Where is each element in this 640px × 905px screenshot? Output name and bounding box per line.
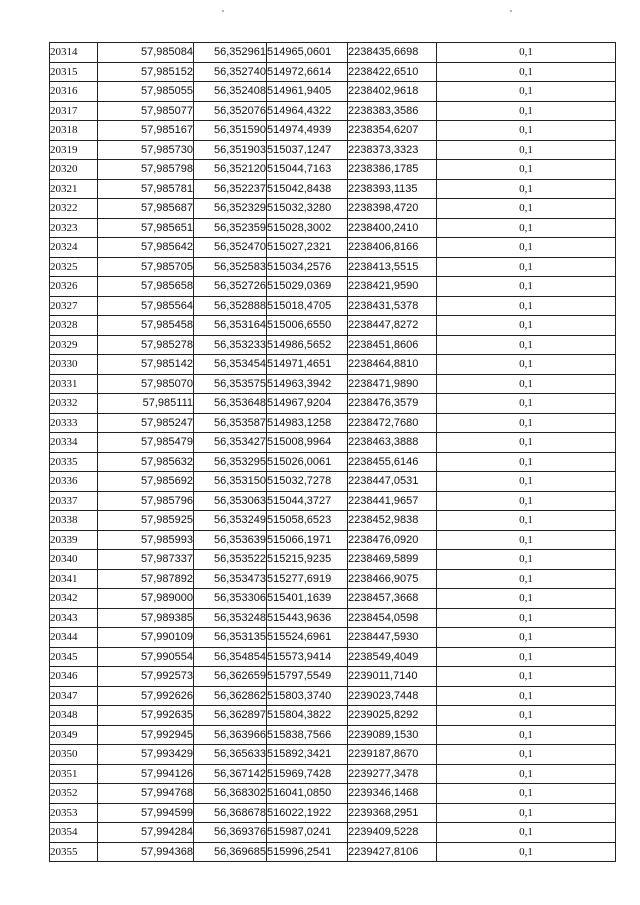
x-coordinate-cell: 515573,9414 <box>267 647 348 667</box>
latitude-cell: 57,985798 <box>98 160 194 180</box>
longitude-cell: 56,352726 <box>194 277 267 297</box>
latitude-cell: 57,994126 <box>98 764 194 784</box>
y-coordinate-cell: 2238464,8810 <box>348 355 437 375</box>
accuracy-cell: 0,1 <box>437 569 616 589</box>
latitude-cell: 57,985564 <box>98 296 194 316</box>
accuracy-cell: 0,1 <box>437 589 616 609</box>
point-number-cell: 20314 <box>50 43 98 63</box>
accuracy-cell: 0,1 <box>437 803 616 823</box>
point-number-cell: 20352 <box>50 784 98 804</box>
x-coordinate-cell: 514974,4939 <box>267 121 348 141</box>
longitude-cell: 56,352408 <box>194 82 267 102</box>
y-coordinate-cell: 2238354,6207 <box>348 121 437 141</box>
point-number-cell: 20340 <box>50 550 98 570</box>
accuracy-cell: 0,1 <box>437 101 616 121</box>
y-coordinate-cell: 2238402,9618 <box>348 82 437 102</box>
point-number-cell: 20333 <box>50 413 98 433</box>
table-row <box>50 296 616 316</box>
x-coordinate-cell: 515042,8438 <box>267 179 348 199</box>
point-number-cell: 20322 <box>50 199 98 219</box>
point-number-cell: 20325 <box>50 257 98 277</box>
point-number-cell: 20343 <box>50 608 98 628</box>
longitude-cell: 56,365633 <box>194 745 267 765</box>
longitude-cell: 56,353295 <box>194 452 267 472</box>
latitude-cell: 57,992626 <box>98 686 194 706</box>
point-number-cell: 20346 <box>50 667 98 687</box>
y-coordinate-cell: 2238476,3579 <box>348 394 437 414</box>
accuracy-cell: 0,1 <box>437 764 616 784</box>
coordinates-table-body <box>50 43 616 862</box>
point-number-cell: 20320 <box>50 160 98 180</box>
x-coordinate-cell: 516022,1922 <box>267 803 348 823</box>
y-coordinate-cell: 2238472,7680 <box>348 413 437 433</box>
longitude-cell: 56,354854 <box>194 647 267 667</box>
table-row <box>50 764 616 784</box>
table-row <box>50 706 616 726</box>
latitude-cell: 57,994768 <box>98 784 194 804</box>
y-coordinate-cell: 2239025,8292 <box>348 706 437 726</box>
y-coordinate-cell: 2238406,8166 <box>348 238 437 258</box>
table-row <box>50 667 616 687</box>
latitude-cell: 57,987892 <box>98 569 194 589</box>
x-coordinate-cell: 514961,9405 <box>267 82 348 102</box>
x-coordinate-cell: 514965,0601 <box>267 43 348 63</box>
y-coordinate-cell: 2239277,3478 <box>348 764 437 784</box>
x-coordinate-cell: 515027,2321 <box>267 238 348 258</box>
x-coordinate-cell: 515028,3002 <box>267 218 348 238</box>
table-row <box>50 569 616 589</box>
accuracy-cell: 0,1 <box>437 667 616 687</box>
point-number-cell: 20345 <box>50 647 98 667</box>
x-coordinate-cell: 515277,6919 <box>267 569 348 589</box>
y-coordinate-cell: 2238463,3888 <box>348 433 437 453</box>
accuracy-cell: 0,1 <box>437 179 616 199</box>
point-number-cell: 20319 <box>50 140 98 160</box>
point-number-cell: 20342 <box>50 589 98 609</box>
accuracy-cell: 0,1 <box>437 355 616 375</box>
x-coordinate-cell: 515804,3822 <box>267 706 348 726</box>
table-row <box>50 140 616 160</box>
table-row <box>50 608 616 628</box>
y-coordinate-cell: 2238455,6146 <box>348 452 437 472</box>
x-coordinate-cell: 515026,0061 <box>267 452 348 472</box>
longitude-cell: 56,353233 <box>194 335 267 355</box>
accuracy-cell: 0,1 <box>437 199 616 219</box>
latitude-cell: 57,990554 <box>98 647 194 667</box>
latitude-cell: 57,985687 <box>98 199 194 219</box>
y-coordinate-cell: 2238386,1785 <box>348 160 437 180</box>
point-number-cell: 20335 <box>50 452 98 472</box>
longitude-cell: 56,368302 <box>194 784 267 804</box>
latitude-cell: 57,985781 <box>98 179 194 199</box>
y-coordinate-cell: 2239368,2951 <box>348 803 437 823</box>
point-number-cell: 20321 <box>50 179 98 199</box>
table-row <box>50 589 616 609</box>
table-row <box>50 160 616 180</box>
table-row <box>50 842 616 862</box>
table-row <box>50 121 616 141</box>
y-coordinate-cell: 2238383,3586 <box>348 101 437 121</box>
accuracy-cell: 0,1 <box>437 257 616 277</box>
longitude-cell: 56,353575 <box>194 374 267 394</box>
y-coordinate-cell: 2238400,2410 <box>348 218 437 238</box>
point-number-cell: 20341 <box>50 569 98 589</box>
table-row <box>50 277 616 297</box>
x-coordinate-cell: 514964,4322 <box>267 101 348 121</box>
latitude-cell: 57,985632 <box>98 452 194 472</box>
point-number-cell: 20348 <box>50 706 98 726</box>
accuracy-cell: 0,1 <box>437 121 616 141</box>
latitude-cell: 57,993429 <box>98 745 194 765</box>
longitude-cell: 56,353150 <box>194 472 267 492</box>
table-row <box>50 257 616 277</box>
table-row <box>50 199 616 219</box>
accuracy-cell: 0,1 <box>437 472 616 492</box>
accuracy-cell: 0,1 <box>437 823 616 843</box>
latitude-cell: 57,990109 <box>98 628 194 648</box>
table-row <box>50 413 616 433</box>
table-row <box>50 101 616 121</box>
scan-speck <box>222 10 224 12</box>
longitude-cell: 56,352076 <box>194 101 267 121</box>
x-coordinate-cell: 514986,5652 <box>267 335 348 355</box>
longitude-cell: 56,351590 <box>194 121 267 141</box>
accuracy-cell: 0,1 <box>437 452 616 472</box>
latitude-cell: 57,985796 <box>98 491 194 511</box>
longitude-cell: 56,351903 <box>194 140 267 160</box>
y-coordinate-cell: 2238413,5515 <box>348 257 437 277</box>
longitude-cell: 56,362862 <box>194 686 267 706</box>
y-coordinate-cell: 2239187,8670 <box>348 745 437 765</box>
point-number-cell: 20337 <box>50 491 98 511</box>
longitude-cell: 56,369376 <box>194 823 267 843</box>
point-number-cell: 20338 <box>50 511 98 531</box>
point-number-cell: 20331 <box>50 374 98 394</box>
table-row <box>50 316 616 336</box>
longitude-cell: 56,353427 <box>194 433 267 453</box>
point-number-cell: 20334 <box>50 433 98 453</box>
x-coordinate-cell: 514963,3942 <box>267 374 348 394</box>
table-row <box>50 550 616 570</box>
accuracy-cell: 0,1 <box>437 140 616 160</box>
accuracy-cell: 0,1 <box>437 374 616 394</box>
y-coordinate-cell: 2238373,3323 <box>348 140 437 160</box>
x-coordinate-cell: 514983,1258 <box>267 413 348 433</box>
longitude-cell: 56,362897 <box>194 706 267 726</box>
x-coordinate-cell: 515838,7566 <box>267 725 348 745</box>
point-number-cell: 20347 <box>50 686 98 706</box>
table-row <box>50 374 616 394</box>
x-coordinate-cell: 515524,6961 <box>267 628 348 648</box>
latitude-cell: 57,992573 <box>98 667 194 687</box>
y-coordinate-cell: 2238452,9838 <box>348 511 437 531</box>
x-coordinate-cell: 515996,2541 <box>267 842 348 862</box>
latitude-cell: 57,985925 <box>98 511 194 531</box>
point-number-cell: 20332 <box>50 394 98 414</box>
y-coordinate-cell: 2239346,1468 <box>348 784 437 804</box>
y-coordinate-cell: 2238393,1135 <box>348 179 437 199</box>
latitude-cell: 57,985458 <box>98 316 194 336</box>
y-coordinate-cell: 2238447,5930 <box>348 628 437 648</box>
accuracy-cell: 0,1 <box>437 218 616 238</box>
point-number-cell: 20354 <box>50 823 98 843</box>
x-coordinate-cell: 515008,9964 <box>267 433 348 453</box>
point-number-cell: 20344 <box>50 628 98 648</box>
point-number-cell: 20315 <box>50 62 98 82</box>
latitude-cell: 57,985730 <box>98 140 194 160</box>
table-row <box>50 686 616 706</box>
table-row <box>50 82 616 102</box>
y-coordinate-cell: 2239023,7448 <box>348 686 437 706</box>
x-coordinate-cell: 515987,0241 <box>267 823 348 843</box>
point-number-cell: 20317 <box>50 101 98 121</box>
y-coordinate-cell: 2238447,8272 <box>348 316 437 336</box>
x-coordinate-cell: 515803,3740 <box>267 686 348 706</box>
latitude-cell: 57,985692 <box>98 472 194 492</box>
latitude-cell: 57,985993 <box>98 530 194 550</box>
x-coordinate-cell: 515215,9235 <box>267 550 348 570</box>
latitude-cell: 57,985651 <box>98 218 194 238</box>
longitude-cell: 56,352120 <box>194 160 267 180</box>
table-row <box>50 218 616 238</box>
longitude-cell: 56,352359 <box>194 218 267 238</box>
latitude-cell: 57,985077 <box>98 101 194 121</box>
longitude-cell: 56,353164 <box>194 316 267 336</box>
longitude-cell: 56,353135 <box>194 628 267 648</box>
table-row <box>50 335 616 355</box>
x-coordinate-cell: 515006,6550 <box>267 316 348 336</box>
point-number-cell: 20330 <box>50 355 98 375</box>
x-coordinate-cell: 515032,7278 <box>267 472 348 492</box>
y-coordinate-cell: 2238466,9075 <box>348 569 437 589</box>
y-coordinate-cell: 2238451,8606 <box>348 335 437 355</box>
y-coordinate-cell: 2238457,3668 <box>348 589 437 609</box>
longitude-cell: 56,353639 <box>194 530 267 550</box>
accuracy-cell: 0,1 <box>437 43 616 63</box>
accuracy-cell: 0,1 <box>437 160 616 180</box>
longitude-cell: 56,353473 <box>194 569 267 589</box>
accuracy-cell: 0,1 <box>437 784 616 804</box>
longitude-cell: 56,367142 <box>194 764 267 784</box>
table-row <box>50 62 616 82</box>
point-number-cell: 20349 <box>50 725 98 745</box>
y-coordinate-cell: 2239011,7140 <box>348 667 437 687</box>
scan-speck <box>510 10 512 12</box>
x-coordinate-cell: 515058,6523 <box>267 511 348 531</box>
x-coordinate-cell: 515018,4705 <box>267 296 348 316</box>
y-coordinate-cell: 2238421,9590 <box>348 277 437 297</box>
longitude-cell: 56,353063 <box>194 491 267 511</box>
longitude-cell: 56,362659 <box>194 667 267 687</box>
accuracy-cell: 0,1 <box>437 335 616 355</box>
latitude-cell: 57,989000 <box>98 589 194 609</box>
table-row <box>50 472 616 492</box>
accuracy-cell: 0,1 <box>437 277 616 297</box>
y-coordinate-cell: 2239089,1530 <box>348 725 437 745</box>
y-coordinate-cell: 2238549,4049 <box>348 647 437 667</box>
accuracy-cell: 0,1 <box>437 647 616 667</box>
longitude-cell: 56,369685 <box>194 842 267 862</box>
latitude-cell: 57,985479 <box>98 433 194 453</box>
point-number-cell: 20326 <box>50 277 98 297</box>
x-coordinate-cell: 515066,1971 <box>267 530 348 550</box>
table-row <box>50 394 616 414</box>
point-number-cell: 20353 <box>50 803 98 823</box>
table-row <box>50 628 616 648</box>
longitude-cell: 56,368678 <box>194 803 267 823</box>
longitude-cell: 56,363966 <box>194 725 267 745</box>
longitude-cell: 56,352329 <box>194 199 267 219</box>
y-coordinate-cell: 2238398,4720 <box>348 199 437 219</box>
point-number-cell: 20327 <box>50 296 98 316</box>
y-coordinate-cell: 2238435,6698 <box>348 43 437 63</box>
accuracy-cell: 0,1 <box>437 394 616 414</box>
table-row <box>50 647 616 667</box>
x-coordinate-cell: 514972,6614 <box>267 62 348 82</box>
table-row <box>50 238 616 258</box>
x-coordinate-cell: 515029,0369 <box>267 277 348 297</box>
longitude-cell: 56,353248 <box>194 608 267 628</box>
latitude-cell: 57,994368 <box>98 842 194 862</box>
latitude-cell: 57,987337 <box>98 550 194 570</box>
longitude-cell: 56,353587 <box>194 413 267 433</box>
accuracy-cell: 0,1 <box>437 686 616 706</box>
accuracy-cell: 0,1 <box>437 296 616 316</box>
table-row <box>50 725 616 745</box>
x-coordinate-cell: 515044,3727 <box>267 491 348 511</box>
latitude-cell: 57,985247 <box>98 413 194 433</box>
x-coordinate-cell: 515032,3280 <box>267 199 348 219</box>
x-coordinate-cell: 515797,5549 <box>267 667 348 687</box>
point-number-cell: 20329 <box>50 335 98 355</box>
coordinates-table <box>49 42 616 862</box>
accuracy-cell: 0,1 <box>437 628 616 648</box>
longitude-cell: 56,353522 <box>194 550 267 570</box>
table-row <box>50 784 616 804</box>
y-coordinate-cell: 2238441,9657 <box>348 491 437 511</box>
latitude-cell: 57,985111 <box>98 394 194 414</box>
longitude-cell: 56,352961 <box>194 43 267 63</box>
point-number-cell: 20339 <box>50 530 98 550</box>
point-number-cell: 20323 <box>50 218 98 238</box>
latitude-cell: 57,985167 <box>98 121 194 141</box>
x-coordinate-cell: 514967,9204 <box>267 394 348 414</box>
point-number-cell: 20316 <box>50 82 98 102</box>
point-number-cell: 20336 <box>50 472 98 492</box>
x-coordinate-cell: 515401,1639 <box>267 589 348 609</box>
table-row <box>50 823 616 843</box>
y-coordinate-cell: 2238431,5378 <box>348 296 437 316</box>
accuracy-cell: 0,1 <box>437 316 616 336</box>
latitude-cell: 57,985055 <box>98 82 194 102</box>
longitude-cell: 56,352237 <box>194 179 267 199</box>
latitude-cell: 57,985084 <box>98 43 194 63</box>
latitude-cell: 57,985152 <box>98 62 194 82</box>
latitude-cell: 57,985705 <box>98 257 194 277</box>
accuracy-cell: 0,1 <box>437 82 616 102</box>
longitude-cell: 56,352888 <box>194 296 267 316</box>
x-coordinate-cell: 515969,7428 <box>267 764 348 784</box>
longitude-cell: 56,352740 <box>194 62 267 82</box>
latitude-cell: 57,989385 <box>98 608 194 628</box>
y-coordinate-cell: 2238447,0531 <box>348 472 437 492</box>
latitude-cell: 57,992945 <box>98 725 194 745</box>
accuracy-cell: 0,1 <box>437 725 616 745</box>
table-row <box>50 491 616 511</box>
accuracy-cell: 0,1 <box>437 608 616 628</box>
accuracy-cell: 0,1 <box>437 491 616 511</box>
table-row <box>50 433 616 453</box>
point-number-cell: 20318 <box>50 121 98 141</box>
table-row <box>50 43 616 63</box>
table-row <box>50 803 616 823</box>
longitude-cell: 56,353306 <box>194 589 267 609</box>
table-row <box>50 179 616 199</box>
latitude-cell: 57,994284 <box>98 823 194 843</box>
point-number-cell: 20350 <box>50 745 98 765</box>
latitude-cell: 57,994599 <box>98 803 194 823</box>
x-coordinate-cell: 515044,7163 <box>267 160 348 180</box>
longitude-cell: 56,353249 <box>194 511 267 531</box>
accuracy-cell: 0,1 <box>437 530 616 550</box>
latitude-cell: 57,985142 <box>98 355 194 375</box>
table-row <box>50 530 616 550</box>
longitude-cell: 56,353648 <box>194 394 267 414</box>
point-number-cell: 20355 <box>50 842 98 862</box>
point-number-cell: 20351 <box>50 764 98 784</box>
accuracy-cell: 0,1 <box>437 433 616 453</box>
point-number-cell: 20328 <box>50 316 98 336</box>
x-coordinate-cell: 515037,1247 <box>267 140 348 160</box>
table-row <box>50 355 616 375</box>
x-coordinate-cell: 515443,9636 <box>267 608 348 628</box>
x-coordinate-cell: 514971,4651 <box>267 355 348 375</box>
x-coordinate-cell: 515034,2576 <box>267 257 348 277</box>
x-coordinate-cell: 515892,3421 <box>267 745 348 765</box>
table-row <box>50 452 616 472</box>
y-coordinate-cell: 2238476,0920 <box>348 530 437 550</box>
y-coordinate-cell: 2239427,8106 <box>348 842 437 862</box>
latitude-cell: 57,985658 <box>98 277 194 297</box>
accuracy-cell: 0,1 <box>437 238 616 258</box>
accuracy-cell: 0,1 <box>437 413 616 433</box>
longitude-cell: 56,353454 <box>194 355 267 375</box>
latitude-cell: 57,985070 <box>98 374 194 394</box>
accuracy-cell: 0,1 <box>437 706 616 726</box>
accuracy-cell: 0,1 <box>437 62 616 82</box>
latitude-cell: 57,992635 <box>98 706 194 726</box>
table-row <box>50 745 616 765</box>
accuracy-cell: 0,1 <box>437 550 616 570</box>
y-coordinate-cell: 2238454,0598 <box>348 608 437 628</box>
x-coordinate-cell: 516041,0850 <box>267 784 348 804</box>
y-coordinate-cell: 2239409,5228 <box>348 823 437 843</box>
accuracy-cell: 0,1 <box>437 511 616 531</box>
accuracy-cell: 0,1 <box>437 745 616 765</box>
latitude-cell: 57,985278 <box>98 335 194 355</box>
latitude-cell: 57,985642 <box>98 238 194 258</box>
accuracy-cell: 0,1 <box>437 842 616 862</box>
table-row <box>50 511 616 531</box>
longitude-cell: 56,352470 <box>194 238 267 258</box>
y-coordinate-cell: 2238422,6510 <box>348 62 437 82</box>
point-number-cell: 20324 <box>50 238 98 258</box>
y-coordinate-cell: 2238471,9890 <box>348 374 437 394</box>
longitude-cell: 56,352583 <box>194 257 267 277</box>
y-coordinate-cell: 2238469,5899 <box>348 550 437 570</box>
